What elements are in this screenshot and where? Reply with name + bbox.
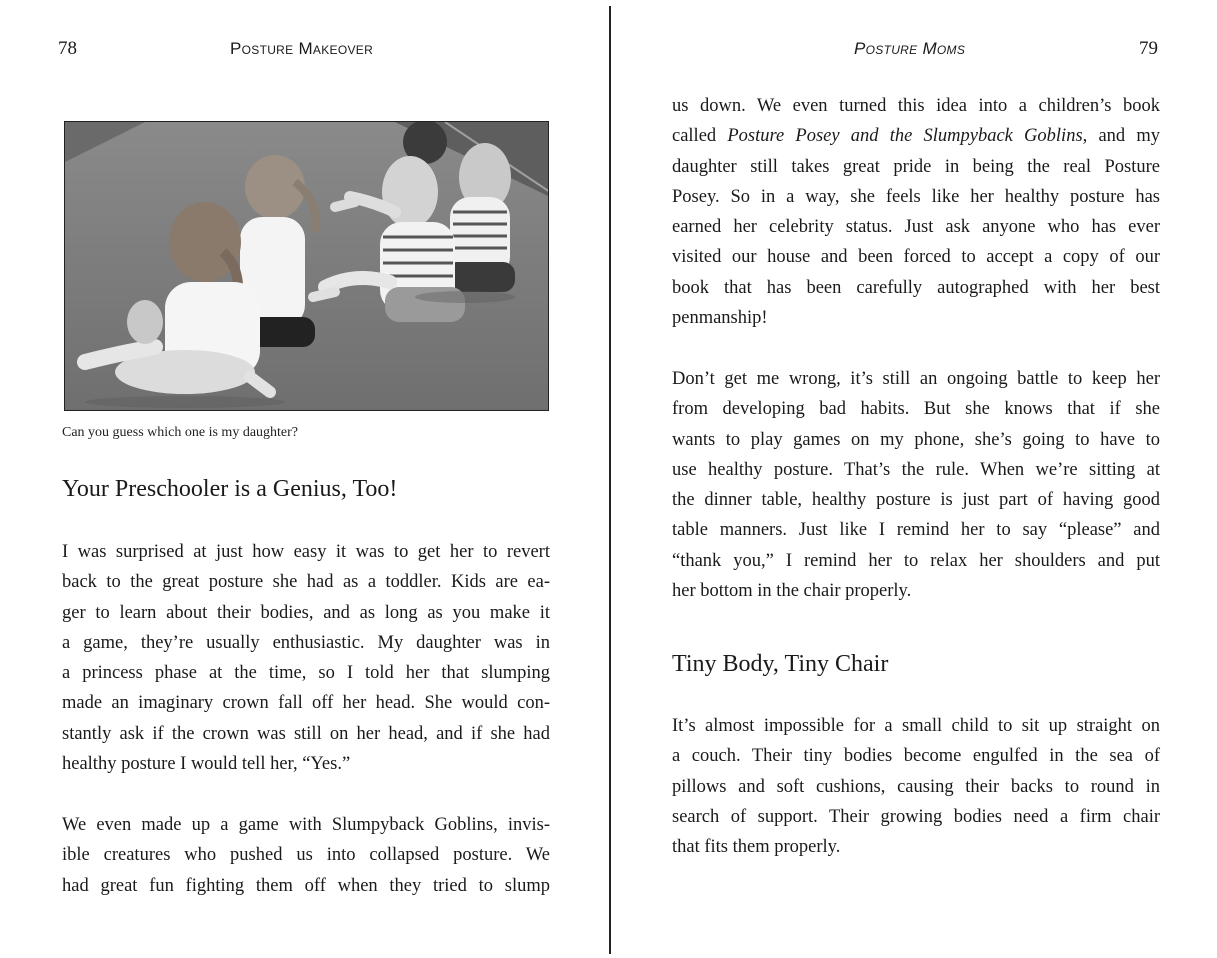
text-line: Posey. So in a way, she feels like her healthy posture has <box>672 186 1160 207</box>
text-run: , and my <box>1082 126 1160 147</box>
body-paragraph <box>62 537 550 779</box>
text-line: from developing bad habits. But she knows that if she <box>672 399 1160 420</box>
text-line: a princess phase at the time, so I told her that slumping <box>62 663 550 684</box>
text-line: We even made up a game with Slumpyback Goblins, invis- <box>62 815 550 835</box>
text-line: “thank you,” I remind her to relax her shoulders and put <box>672 550 1160 571</box>
body-paragraph <box>62 810 550 901</box>
text-line: book that has been carefully autographed with her best <box>672 277 1160 298</box>
text-run: called <box>672 126 728 147</box>
body-paragraph <box>672 91 1160 333</box>
page-number: 78 <box>58 38 77 59</box>
text-line: ible creatures who pushed us into collapsed posture. We <box>62 845 550 866</box>
page-number: 79 <box>1139 38 1158 59</box>
text-line: a game, they’re usually enthusiastic. My daughter was in <box>62 632 550 653</box>
text-line: I was surprised at just how easy it was to get her to revert <box>62 542 550 562</box>
section-heading: Your Preschooler is a Genius, Too! <box>62 476 398 502</box>
section-heading: Tiny Body, Tiny Chair <box>672 651 889 677</box>
left-page <box>0 0 608 958</box>
body-paragraph <box>672 711 1160 862</box>
book-spine-divider <box>609 6 611 954</box>
text-line: had great fun fighting them off when they tried to slump <box>62 875 550 896</box>
text-line: her bottom in the chair properly. <box>672 581 912 602</box>
text-line: back to the great posture she had as a toddler. Kids are ea- <box>62 572 550 593</box>
text-line: healthy posture I would tell her, “Yes.” <box>62 754 351 775</box>
right-page <box>612 0 1217 958</box>
text-line: penmanship! <box>672 308 768 329</box>
text-line: Don’t get me wrong, it’s still an ongoing battle to keep her <box>672 369 1160 389</box>
text-line: us down. We even turned this idea into a children’s book <box>672 96 1160 116</box>
text-line <box>672 121 1160 151</box>
text-line: ger to learn about their bodies, and as long as you make it <box>62 602 550 623</box>
text-line: stantly ask if the crown was still on her head, and if she had <box>62 723 550 744</box>
text-line: that fits them properly. <box>672 837 841 858</box>
text-line: made an imaginary crown fall off her head. She would con- <box>62 693 550 714</box>
text-line: the dinner table, healthy posture is just part of having good <box>672 490 1160 511</box>
text-line: visited our house and been forced to accept a copy of our <box>672 247 1160 268</box>
text-line: search of support. Their growing bodies need a firm chair <box>672 806 1160 827</box>
photo-caption: Can you guess which one is my daughter? <box>62 425 299 440</box>
text-line: a couch. Their tiny bodies become engulfed in the sea of <box>672 746 1160 767</box>
text-line: It’s almost impossible for a small child to sit up straight on <box>672 716 1160 736</box>
text-line: use healthy posture. That’s the rule. When we’re sitting at <box>672 459 1160 480</box>
body-paragraph <box>672 364 1160 606</box>
text-line: earned her celebrity status. Just ask anyone who has ever <box>672 217 1160 238</box>
text-line: pillows and soft cushions, causing their backs to round in <box>672 776 1160 797</box>
text-line: daughter still takes great pride in being the real Posture <box>672 156 1160 177</box>
running-head: Posture Moms <box>854 39 966 58</box>
text-line: wants to play games on my phone, she’s going to have to <box>672 429 1160 450</box>
text-line: table manners. Just like I remind her to say “please” and <box>672 520 1160 541</box>
running-head: Posture Makeover <box>230 39 374 58</box>
children-sitting-photo <box>64 121 549 411</box>
book-title: Posture Posey and the Slumpyback Goblins <box>727 126 1083 147</box>
